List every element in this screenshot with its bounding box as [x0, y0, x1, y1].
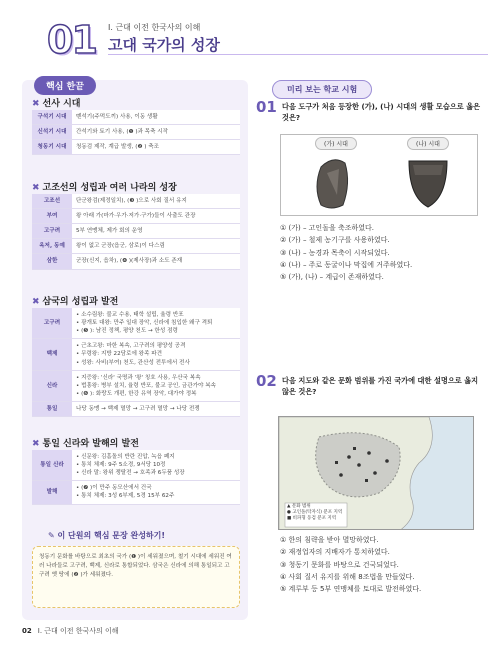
table-row [32, 481, 240, 504]
unified-silla-table [32, 450, 240, 505]
row-value [72, 370, 240, 401]
table-row [32, 209, 240, 224]
row-value [72, 308, 240, 339]
core-summary-pill: 핵심 한끝 [34, 76, 96, 95]
table-row [32, 224, 240, 239]
list-item: • (❻ ): 화랑도 개편, 한강 유역 장악, 대가야 정복 [76, 390, 197, 397]
list-item: • 법흥왕: 병부 설치, 율령 반포, 불교 공인, 금관가야 복속 [76, 382, 216, 389]
list-item: • 무령왕: 지방 22담로에 왕족 파견 [76, 351, 163, 358]
list-item: • 신문왕: 김흠돌의 반란 진압, 녹읍 폐지 [76, 454, 175, 460]
choice-4[interactable]: ④ (나) – 주로 동굴이나 막집에 거주하였다. [280, 260, 413, 269]
row-value: 왕 아래 가(마가·우가·저가·구가)들이 사출도 관장 [72, 209, 240, 224]
row-label: 부여 [32, 209, 72, 224]
section-three-kingdoms: ✖ 삼국의 성립과 발전 [32, 297, 119, 307]
list-item: • 통치 체제: 9주 5소경, 9서당 10정 [76, 462, 166, 469]
row-label: 고조선 [32, 194, 72, 209]
list-item: • 광개토 대왕: 만주 일대 장악, 신라에 침입한 왜구 격퇴 [76, 320, 213, 327]
choice-1[interactable]: ① (가) – 고인돌을 축조하였다. [280, 224, 374, 232]
three-kingdoms-table [32, 308, 240, 417]
row-value [72, 401, 240, 416]
table-row [32, 110, 240, 125]
row-label: 고구려 [32, 308, 72, 339]
prehistoric-table [32, 110, 240, 155]
row-value: 5부 연맹체, 제가 회의 운영 [72, 224, 240, 239]
table-row [32, 339, 240, 370]
row-label: 옥저, 동예 [32, 239, 72, 254]
school-exam-tab: 미리 보는 학교 시험 [272, 80, 372, 99]
gojoseon-table [32, 194, 240, 270]
row-label: 백제 [32, 339, 72, 370]
header-divider [108, 54, 488, 55]
core-summary-panel [22, 80, 248, 620]
list-item: • 통치 체제: 3성 6부제, 5경 15부 62주 [76, 493, 175, 500]
culture-range-map [278, 416, 474, 530]
row-value: 뗀석기(주먹도끼) 사용, 이동 생활 [72, 110, 240, 125]
page-header [0, 0, 500, 70]
choice-3[interactable]: ③ 청동기 문화를 바탕으로 건국되었다. [280, 560, 399, 569]
x-icon: ✖ [32, 297, 40, 307]
map-legend: ▲ 문화 범위 ● 고인돌(탁자식) 분포 지역 ■ 비파형 동검 분포 지역 [287, 504, 343, 522]
row-value: 간석기와 토기 사용, (❶ )과 목축 시작 [72, 125, 240, 140]
table-row [32, 125, 240, 140]
row-label: 통일 [32, 401, 72, 416]
list-item: • 신라 말: 왕위 쟁탈전 → 호족과 6두품 성장 [76, 470, 185, 477]
question-text: 다음 도구가 처음 등장한 (가), (나) 시대의 생활 모습으로 옳은 것은? [282, 102, 481, 122]
table-row [32, 194, 240, 209]
q2-choices [280, 534, 480, 595]
list-item: • (❺ ): 남진 정책, 평양 천도 → 한성 점령 [76, 328, 178, 335]
table-row [32, 401, 240, 416]
row-value: 왕이 없고 군장(읍군, 삼로)이 다스림 [72, 239, 240, 254]
row-value [72, 339, 240, 370]
list-item: • 소수림왕: 불교 수용, 태학 설립, 율령 반포 [76, 312, 184, 318]
choice-2[interactable]: ② (가) – 철제 농기구를 사용하였다. [280, 236, 390, 245]
summary-title: ✎ 이 단원의 핵심 문장 완성하기! [48, 531, 166, 540]
row-value [72, 450, 240, 481]
row-label: 신석기 시대 [32, 125, 72, 140]
x-icon: ✖ [32, 183, 40, 193]
choice-2[interactable]: ② 재정업자의 지배자가 통치하였다. [280, 548, 390, 557]
row-label: 고구려 [32, 224, 72, 239]
row-value: 군장(신지, 읍차), (❹ )(제사장)과 소도 존재 [72, 254, 240, 269]
artifact-images: (가) 시대 (나) 시대 [280, 134, 478, 216]
question-number: 01 [256, 98, 277, 116]
list-item: • 근초고왕: 마한 복속, 고구려의 평양성 공격 [76, 343, 186, 350]
section-prehistoric: ✖ 선사 시대 [32, 99, 81, 109]
list-item: • 성왕: 사비(부여) 천도, 관산성 전투에서 전사 [76, 359, 190, 366]
table-row [32, 140, 240, 155]
list-item: • 지증왕: '신라' 국명과 '왕' 칭호 사용, 우산국 복속 [76, 374, 201, 381]
row-label: 신라 [32, 370, 72, 401]
list-item: • (❼ )이 만주 동모산에서 건국 [76, 485, 152, 492]
choice-3[interactable]: ③ (나) – 농경과 목축이 시작되었다. [280, 248, 390, 257]
table-row [32, 239, 240, 254]
q1-choices [280, 222, 480, 283]
section-unified-silla: ✖ 통일 신라와 발해의 발전 [32, 439, 139, 449]
row-label: 청동기 시대 [32, 140, 72, 155]
chapter-number: 01 [47, 18, 96, 62]
question-text: 다음 지도와 같은 문화 범위를 가진 국가에 대한 설명으로 옳지 않은 것은? [282, 376, 479, 396]
page-footer: 02 Ⅰ. 근대 이전 한국사의 이해 [22, 627, 119, 635]
x-icon: ✖ [32, 99, 40, 109]
choice-5[interactable]: ⑤ (가), (나) – 계급이 존재하였다. [280, 273, 384, 281]
choice-1[interactable]: ① 한의 침략을 받아 멸망하였다. [280, 536, 379, 544]
row-value [72, 481, 240, 504]
table-row [32, 450, 240, 481]
row-value: 단군왕검(제정일치), (❸ )으로 사회 질서 유지 [72, 194, 240, 209]
row-value: 청동검 제작, 계급 발생, (❷ ) 축조 [72, 140, 240, 155]
page-title: 고대 국가의 성장 [108, 36, 220, 54]
row-label: 통일 신라 [32, 450, 72, 481]
artifact-illustration [281, 135, 479, 217]
unit-label: Ⅰ. 근대 이전 한국사의 이해 [108, 23, 201, 32]
row-label: 구석기 시대 [32, 110, 72, 125]
row-label: 발해 [32, 481, 72, 504]
list-item: 나당 동맹 → 백제 멸망 → 고구려 멸망 → 나당 전쟁 [76, 405, 200, 412]
table-row [32, 254, 240, 269]
row-label: 삼한 [32, 254, 72, 269]
table-row [32, 370, 240, 401]
question-number: 02 [256, 372, 277, 390]
table-row [32, 308, 240, 339]
choice-4[interactable]: ④ 사회 질서 유지를 위해 8조법을 만들었다. [280, 572, 415, 581]
x-icon: ✖ [32, 439, 40, 449]
pottery-rim [413, 165, 443, 175]
choice-5[interactable]: ⑤ 계루부 등 5부 연맹체를 토대로 발전하였다. [280, 585, 422, 593]
section-gojoseon: ✖ 고조선의 성립과 여러 나라의 성장 [32, 183, 177, 193]
summary-box: 청동기 문화를 바탕으로 최초의 국가 (❶ )이 세워졌으며, 철기 시대에 세워진 여러 나라들로 고구려, 백제, 신라로 통합되었다. 삼국은 신라에 의해 통일되고 고구려 옛 땅에 (❷ )가 세워졌다. [32, 546, 240, 608]
